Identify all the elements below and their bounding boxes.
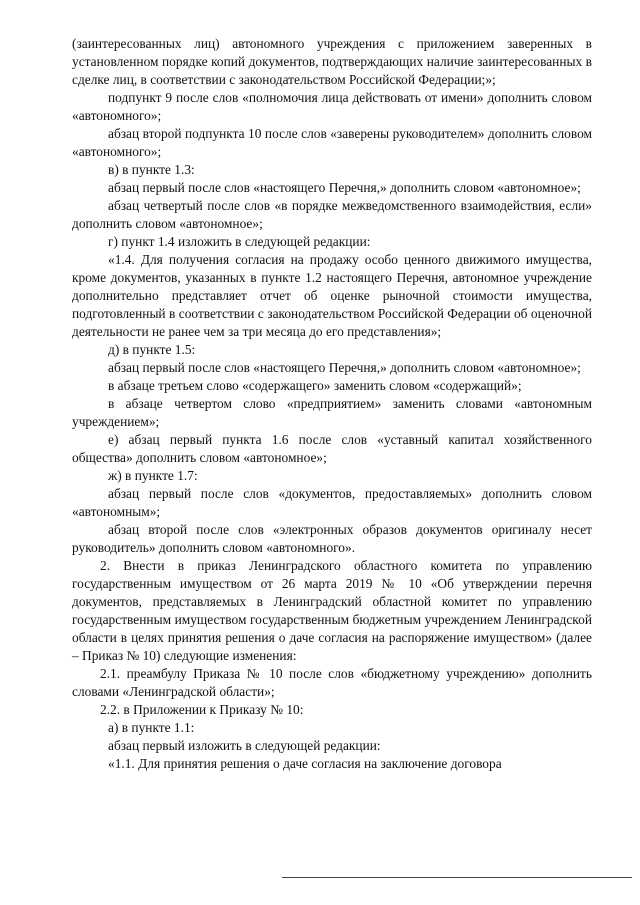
footer-divider bbox=[282, 877, 632, 878]
paragraph: ж) в пункте 1.7: bbox=[108, 468, 198, 483]
paragraph: а) в пункте 1.1: bbox=[108, 720, 195, 735]
paragraph: абзац второй подпункта 10 после слов «заверены руководителем» дополнить словом «автономного»; bbox=[72, 126, 592, 159]
paragraph: г) пункт 1.4 изложить в следующей редакции: bbox=[108, 234, 371, 249]
paragraph: в абзаце четвертом слово «предприятием» заменить словами «автономным учреждением»; bbox=[72, 396, 592, 429]
paragraph: абзац первый изложить в следующей редакции: bbox=[108, 738, 381, 753]
paragraph: 2. Внести в приказ Ленинградского областного комитета по управлению государственным имуществом от 26 марта 2019 № 10 «Об утверждении перечня документов, представляемых в Ленинградский областной комитет по управлению государственным имуществом государственным бюджетным учреждением Ленинградской области в целях принятия решения о даче согласия на распоряжение имуществом» (далее – Приказ № 10) следующие изменения: bbox=[72, 558, 592, 663]
paragraph: «1.4. Для получения согласия на продажу особо ценного движимого имущества, кроме документов, указанных в пункте 1.2 настоящего Перечня, автономное учреждение дополнительно представляет отчет об оценке рыночной стоимости имущества, подготовленный в соответствии с законодательством Российской Федерации об оценочной деятельности не ранее чем за три месяца до его представления»; bbox=[72, 252, 592, 339]
paragraph: абзац первый после слов «настоящего Перечня,» дополнить словом «автономное»; bbox=[108, 360, 581, 375]
paragraph: абзац первый после слов «документов, предоставляемых» дополнить словом «автономным»; bbox=[72, 486, 592, 519]
paragraph: в абзаце третьем слово «содержащего» заменить словом «содержащий»; bbox=[108, 378, 522, 393]
document-page bbox=[72, 35, 592, 773]
paragraph: подпункт 9 после слов «полномочия лица действовать от имени» дополнить словом «автономного»; bbox=[72, 90, 592, 123]
paragraph: в) в пункте 1.3: bbox=[108, 162, 195, 177]
paragraph: 2.1. преамбулу Приказа № 10 после слов «бюджетному учреждению» дополнить словами «Ленинградской области»; bbox=[72, 666, 592, 699]
paragraph: «1.1. Для принятия решения о даче согласия на заключение договора bbox=[108, 756, 502, 771]
paragraph: абзац первый после слов «настоящего Перечня,» дополнить словом «автономное»; bbox=[108, 180, 581, 195]
paragraph: абзац четвертый после слов «в порядке межведомственного взаимодействия, если» дополнить словом «автономное»; bbox=[72, 198, 592, 231]
paragraph: 2.2. в Приложении к Приказу № 10: bbox=[100, 702, 304, 717]
paragraph: д) в пункте 1.5: bbox=[108, 342, 196, 357]
paragraph: абзац второй после слов «электронных образов документов оригиналу несет руководитель» дополнить словом «автономного». bbox=[72, 522, 592, 555]
paragraph: е) абзац первый пункта 1.6 после слов «уставный капитал хозяйственного общества» дополнить словом «автономное»; bbox=[72, 432, 592, 465]
paragraph: (заинтересованных лиц) автономного учреждения с приложением заверенных в установленном порядке копий документов, подтверждающих наличие заинтересованных в сделке лиц, в соответствии с законодательством Российской Федерации;»; bbox=[72, 36, 592, 87]
